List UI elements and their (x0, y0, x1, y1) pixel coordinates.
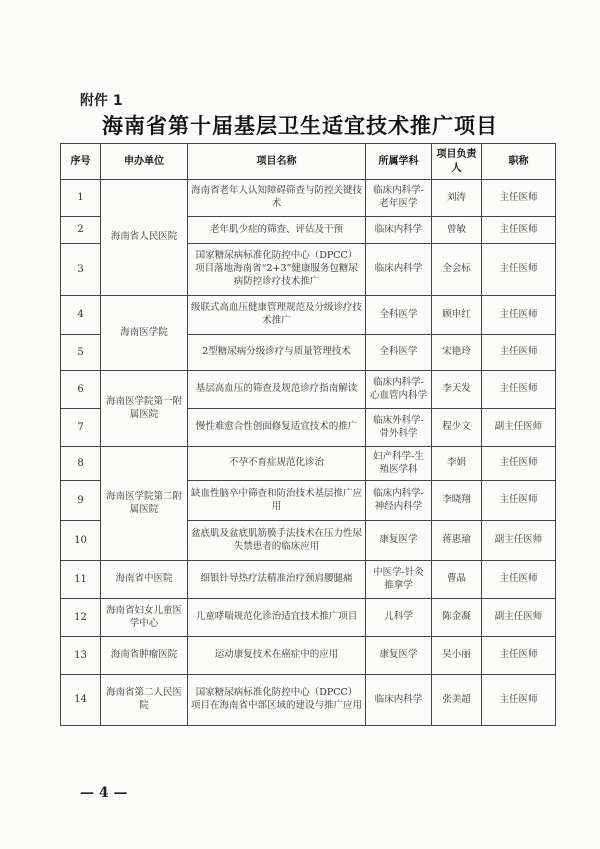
table-row (61, 447, 556, 481)
discipline: 临床内科学 (366, 675, 432, 726)
project-name: 盆底肌及盆底肌筋膜手法技术在压力性尿失禁患者的临床应用 (188, 521, 366, 561)
leader: 全会标 (432, 244, 482, 296)
discipline: 妇产科学-生殖医学科 (366, 447, 432, 481)
leader: 陈金凝 (432, 599, 482, 637)
rank-title: 副主任医师 (482, 409, 556, 447)
unit-cell: 海南省妇女儿童医学中心 (101, 599, 188, 637)
header-title: 职称 (482, 144, 556, 180)
header-unit: 申办单位 (101, 144, 188, 180)
leader: 李娟 (432, 447, 482, 481)
project-name: 基层高血压的筛查及规范诊疗指南解读 (188, 371, 366, 409)
project-name: 国家糖尿病标准化防控中心（DPCC）项目在海南省中部区域的建设与推广应用 (188, 675, 366, 726)
leader: 宋艳玲 (432, 335, 482, 371)
rank-title: 主任医师 (482, 675, 556, 726)
table-row (61, 637, 556, 675)
table-row (61, 180, 556, 217)
project-name: 细银针导热疗法精准治疗颈肩腰腿痛 (188, 561, 366, 599)
project-name: 2型糖尿病分级诊疗与质量管理技术 (188, 335, 366, 371)
leader: 李晓翔 (432, 481, 482, 521)
leader: 顾申红 (432, 296, 482, 335)
table-row (61, 675, 556, 726)
unit-cell: 海南医学院 (101, 296, 188, 371)
attachment-label: 附件 1 (80, 93, 123, 109)
row-no: 10 (61, 521, 101, 561)
rank-title: 主任医师 (482, 217, 556, 244)
document-title: 海南省第十届基层卫生适宜技术推广项目 (102, 113, 498, 138)
unit-cell: 海南省肿瘤医院 (101, 637, 188, 675)
leader: 刘涛 (432, 180, 482, 217)
table-row (61, 296, 556, 335)
row-no: 5 (61, 335, 101, 371)
row-no: 1 (61, 180, 101, 217)
row-no: 6 (61, 371, 101, 409)
discipline: 中医学-针灸推拿学 (366, 561, 432, 599)
header-no: 序号 (61, 144, 101, 180)
row-no: 9 (61, 481, 101, 521)
project-name: 运动康复技术在癌症中的应用 (188, 637, 366, 675)
header-project: 项目名称 (188, 144, 366, 180)
rank-title: 主任医师 (482, 244, 556, 296)
table-row (61, 371, 556, 409)
leader: 曹晶 (432, 561, 482, 599)
project-name: 国家糖尿病标准化防控中心（DPCC）项目落地海南省“2+3”健康服务包糖尿病防控诊疗技术推广 (188, 244, 366, 296)
discipline: 全科医学 (366, 296, 432, 335)
header-discipline: 所属学科 (366, 144, 432, 180)
leader: 曾敏 (432, 217, 482, 244)
rank-title: 主任医师 (482, 481, 556, 521)
unit-cell: 海南医学院第二附属医院 (101, 447, 188, 561)
leader: 吴小丽 (432, 637, 482, 675)
row-no: 14 (61, 675, 101, 726)
discipline: 临床内科学-老年医学 (366, 180, 432, 217)
header-leader: 项目负责人 (432, 144, 482, 180)
row-no: 11 (61, 561, 101, 599)
rank-title: 主任医师 (482, 447, 556, 481)
rank-title: 主任医师 (482, 180, 556, 217)
row-no: 2 (61, 217, 101, 244)
row-no: 7 (61, 409, 101, 447)
project-name: 慢性难愈合性创面修复适宜技术的推广 (188, 409, 366, 447)
rank-title: 副主任医师 (482, 599, 556, 637)
discipline: 临床内科学 (366, 244, 432, 296)
rank-title: 副主任医师 (482, 521, 556, 561)
discipline: 康复医学 (366, 521, 432, 561)
discipline: 康复医学 (366, 637, 432, 675)
rank-title: 主任医师 (482, 371, 556, 409)
discipline: 全科医学 (366, 335, 432, 371)
row-no: 8 (61, 447, 101, 481)
rank-title: 主任医师 (482, 561, 556, 599)
project-table (60, 143, 556, 726)
project-name: 海南省老年人认知障碍筛查与防控关键技术 (188, 180, 366, 217)
leader: 蒋惠瑜 (432, 521, 482, 561)
project-name: 儿童哮喘规范化诊治适宜技术推广项目 (188, 599, 366, 637)
project-name: 缺血性脑卒中筛查和防治技术基层推广应用 (188, 481, 366, 521)
row-no: 13 (61, 637, 101, 675)
row-no: 4 (61, 296, 101, 335)
project-name: 不孕不育症规范化诊治 (188, 447, 366, 481)
table-header-row (61, 144, 556, 180)
table-row (61, 599, 556, 637)
unit-cell: 海南省人民医院 (101, 180, 188, 296)
discipline: 临床外科学-骨外科学 (366, 409, 432, 447)
table-row (61, 561, 556, 599)
rank-title: 主任医师 (482, 296, 556, 335)
unit-cell: 海南省第二人民医院 (101, 675, 188, 726)
project-name: 级联式高血压健康管理规范及分级诊疗技术推广 (188, 296, 366, 335)
rank-title: 主任医师 (482, 637, 556, 675)
unit-cell: 海南医学院第一附属医院 (101, 371, 188, 447)
row-no: 3 (61, 244, 101, 296)
unit-cell: 海南省中医院 (101, 561, 188, 599)
discipline: 临床内科学-神经内科学 (366, 481, 432, 521)
page-number: — 4 — (80, 785, 128, 801)
leader: 李天发 (432, 371, 482, 409)
rank-title: 主任医师 (482, 335, 556, 371)
leader: 程少文 (432, 409, 482, 447)
leader: 张美超 (432, 675, 482, 726)
discipline: 临床内科学-心血管内科学 (366, 371, 432, 409)
project-name: 老年肌少症的筛查、评估及干预 (188, 217, 366, 244)
row-no: 12 (61, 599, 101, 637)
discipline: 临床内科学 (366, 217, 432, 244)
discipline: 儿科学 (366, 599, 432, 637)
